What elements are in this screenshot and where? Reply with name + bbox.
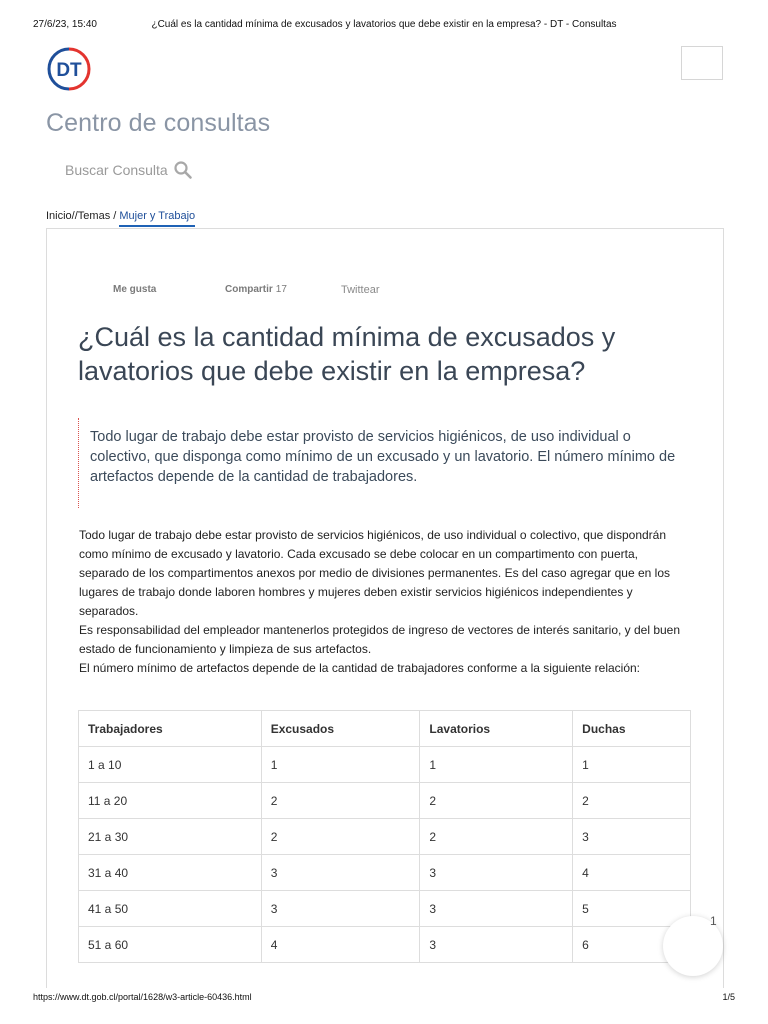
search-icon[interactable]: [173, 160, 193, 180]
print-header: [0, 0, 768, 40]
like-button[interactable]: Me gusta: [113, 284, 157, 295]
column-header: Lavatorios: [420, 711, 573, 747]
print-footer: [0, 992, 768, 1006]
table-cell: 51 a 60: [79, 927, 262, 963]
print-doc-title: ¿Cuál es la cantidad mínima de excusados y lavatorios que debe existir en la empresa? - DT - Consultas: [151, 19, 617, 30]
tweet-button[interactable]: Twittear: [341, 284, 380, 296]
table-cell: 3: [573, 819, 691, 855]
search-input[interactable]: [65, 162, 169, 178]
facilities-table: [78, 710, 691, 963]
table-cell: 3: [420, 891, 573, 927]
site-title: Centro de consultas: [46, 109, 271, 137]
share-label: Compartir: [225, 284, 273, 295]
table-cell: 3: [420, 855, 573, 891]
breadcrumb-current[interactable]: Mujer y Trabajo: [119, 210, 195, 227]
breadcrumb-prefix[interactable]: Inicio//Temas /: [46, 210, 120, 222]
share-button[interactable]: [225, 284, 287, 295]
table-cell: 1: [261, 747, 420, 783]
table-cell: 21 a 30: [79, 819, 262, 855]
table-row: [79, 819, 691, 855]
menu-button[interactable]: [681, 46, 723, 80]
body-paragraph: El número mínimo de artefactos depende de la cantidad de trabajadores conforme a la siguiente relación:: [79, 661, 641, 675]
table-cell: 31 a 40: [79, 855, 262, 891]
table-row: [79, 783, 691, 819]
body-paragraph: Todo lugar de trabajo debe estar provisto de servicios higiénicos, de uso individual o colectivo, que dispondrán como mínimo de excusado y lavatorio. Cada excusado se debe colocar en un compartimento con puerta, separado de los compartimentos anexos por medio de divisiones permanentes. Es del caso agregar que en los lugares de trabajo donde laboren hombres y mujeres deben existir servicios higiénicos independientes y separados.: [79, 528, 671, 618]
print-url: https://www.dt.gob.cl/portal/1628/w3-article-60436.html: [33, 992, 252, 1002]
table-row: [79, 747, 691, 783]
floating-badge: 1: [710, 914, 717, 928]
table-cell: 3: [261, 855, 420, 891]
print-page-number: 1/5: [722, 992, 735, 1002]
column-header: Excusados: [261, 711, 420, 747]
table-cell: 2: [420, 819, 573, 855]
table-cell: 2: [261, 783, 420, 819]
column-header: Trabajadores: [79, 711, 262, 747]
search-bar: [65, 160, 193, 180]
table-cell: 2: [573, 783, 691, 819]
share-count: 17: [275, 284, 287, 295]
article-title: ¿Cuál es la cantidad mínima de excusados y lavatorios que debe existir en la empresa?: [78, 322, 616, 386]
table-cell: 1: [573, 747, 691, 783]
table-cell: 41 a 50: [79, 891, 262, 927]
table-row: [79, 927, 691, 963]
table-row: [79, 855, 691, 891]
table-row: [79, 891, 691, 927]
column-header: Duchas: [573, 711, 691, 747]
table-cell: 11 a 20: [79, 783, 262, 819]
print-date: 27/6/23, 15:40: [33, 19, 97, 30]
table-cell: 5: [573, 891, 691, 927]
table-cell: 2: [261, 819, 420, 855]
table-cell: 4: [573, 855, 691, 891]
dt-logo[interactable]: [46, 46, 92, 92]
table-header-row: [79, 711, 691, 747]
table-cell: 1: [420, 747, 573, 783]
lead-text: Todo lugar de trabajo debe estar provisto de servicios higiénicos, de uso individual o colectivo, que disponga como mínimo de un excusado y un lavatorio. El número mínimo de artefactos depende de la cantidad de trabajadores.: [90, 429, 676, 485]
article-body: [79, 526, 691, 678]
body-paragraph: Es responsabilidad del empleador mantenerlos protegidos de ingreso de vectores de interés sanitario, y del buen estado de funcionamiento y limpieza de sus artefactos.: [79, 623, 681, 656]
table-cell: 6: [573, 927, 691, 963]
dt-logo-icon: [46, 46, 92, 92]
table-cell: 1 a 10: [79, 747, 262, 783]
table-cell: 2: [420, 783, 573, 819]
breadcrumb: [46, 210, 195, 222]
logo-text: DT: [56, 60, 82, 81]
table-cell: 4: [261, 927, 420, 963]
article-lead: [78, 418, 688, 508]
table-cell: 3: [261, 891, 420, 927]
table-cell: 3: [420, 927, 573, 963]
